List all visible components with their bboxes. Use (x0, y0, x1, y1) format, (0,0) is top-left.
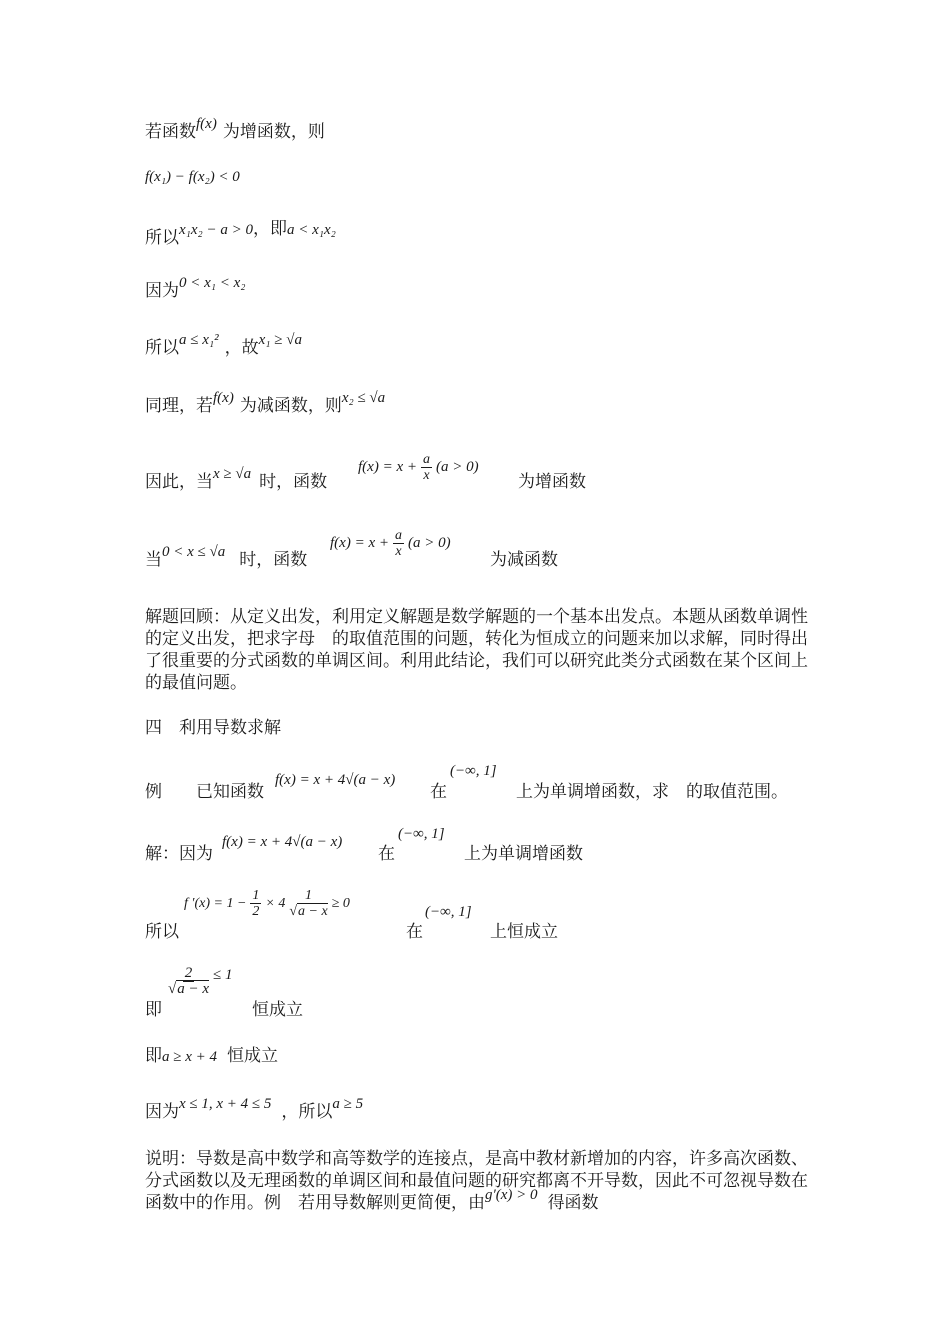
math-x2-le-sqrt-a: x₂ ≤ √a (341, 390, 386, 406)
line-5 (145, 332, 302, 359)
math-g-prime: g′(x) > 0 (485, 1187, 538, 1203)
example-line (145, 782, 264, 802)
math-f-x: f(x) (196, 116, 217, 132)
text: 为减函数，则 (239, 396, 342, 416)
solution-interval-1: (−∞, 1] (398, 826, 445, 842)
text: 当 (145, 550, 162, 570)
text: 因为 (145, 281, 179, 301)
solution-interval-2: (−∞, 1] (425, 904, 472, 920)
math-x-ge-sqrt-a: x ≥ √a (213, 466, 252, 482)
math-a-less: a < x₁x₂ (287, 222, 336, 238)
example-in: 在 (430, 782, 447, 802)
formula-f-increasing: f(x) = x + $\frac{a}{x}$ (a > 0) (358, 452, 479, 483)
line-8-end (490, 550, 558, 570)
text: 时，函数 (239, 550, 308, 570)
solution-in-2: 在 (406, 922, 423, 942)
review-paragraph: 解题回顾：从定义出发，利用定义解题是数学解题的一个基本出发点。本题从函数单调性的定义出发，把求字母 的取值范围的问题，转化为恒成立的问题来加以求解，同时得出了很重要的分式函数的单调区间。利用此结论，我们可以研究此类分式函数在某个区间上的最值问题。 (145, 607, 808, 693)
text: 因此，当 (145, 472, 213, 492)
solution-in-1: 在 (378, 844, 395, 864)
math-inequality: f(x₁) − f(x₂) < 0 (145, 169, 240, 185)
line-3 (145, 219, 336, 249)
math-bounds: x ≤ 1, x + 4 ≤ 5 (179, 1096, 272, 1112)
solution-formula-1: f(x) = x + 4√(a − x) (222, 834, 343, 850)
line-4 (145, 275, 246, 302)
math-a-ge: a ≥ x + 4 (162, 1049, 218, 1065)
example-end: 上为单调增函数，求 的取值范围。 (516, 782, 788, 802)
line-8 (145, 544, 308, 571)
line-6 (145, 390, 386, 417)
text: 若函数 (145, 122, 196, 142)
solution-line-5: 因为x ≤ 1, x + 4 ≤ 5 ，所以a ≥ 5 (145, 1096, 364, 1122)
math-range: 0 < x₁ < x₂ (179, 275, 246, 291)
math-range-x: 0 < x ≤ √a (162, 544, 226, 560)
solution-line-1: 解：因为 (145, 844, 213, 864)
solution-derivative: f ′(x) = 1 − $\frac{1}{2}$ × 4 $\frac{1}{√a - x}$ ≥ 0 (184, 888, 350, 919)
example-interval: (−∞, 1] (450, 763, 497, 779)
text: 为增函数 (518, 472, 586, 492)
text: 所以 (145, 338, 179, 358)
formula-f-decreasing: f(x) = x + $\frac{a}{x}$ (a > 0) (330, 528, 451, 559)
line-7-end (518, 472, 586, 492)
text: 同理，若 (145, 396, 213, 416)
text: 为减函数 (490, 550, 558, 570)
solution-fraction: $\frac{2}{√a - x}$ ≤ 1 (168, 965, 233, 997)
math-result: a ≥ 5 (332, 1096, 364, 1112)
example-formula: f(x) = x + 4√(a − x) (275, 772, 396, 788)
text: ，故 (224, 338, 259, 358)
math-f-x: f(x) (213, 390, 234, 406)
solution-line-3: 即 (145, 1000, 162, 1020)
solution-end-1: 上为单调增函数 (464, 844, 583, 864)
math-product: x₁x₂ − a > 0 (179, 222, 253, 238)
text: ，即 (253, 219, 287, 239)
solution-end-2: 上恒成立 (490, 922, 558, 942)
solution-line-4: 即a ≥ x + 4 恒成立 (145, 1046, 279, 1066)
math-x1-ge-sqrt-a: x₁ ≥ √a (258, 332, 302, 348)
solution-line-2: 所以 (145, 922, 179, 942)
section-title: 四 利用导数求解 (145, 718, 281, 738)
line-7 (145, 466, 328, 493)
solution-end-3: 恒成立 (252, 1000, 303, 1020)
line-2 (145, 166, 240, 187)
text: 时，函数 (259, 472, 328, 492)
note-paragraph: 说明：导数是高中数学和高等数学的连接点，是高中教材新增加的内容，许多高次函数、分式函数以及无理函数的单调区间和最值问题的研究都离不开导数，因此不可忽视导数在函数中的作用。例 若用导数解则更简便，由g′(x) > 0 得函数 (145, 1149, 808, 1213)
text: 例 已知函数 (145, 782, 264, 802)
line-1 (145, 116, 325, 143)
math-a-le-x1sq: a ≤ x₁² (179, 332, 219, 348)
text: 为增函数，则 (222, 122, 325, 142)
text: 所以 (145, 228, 179, 248)
